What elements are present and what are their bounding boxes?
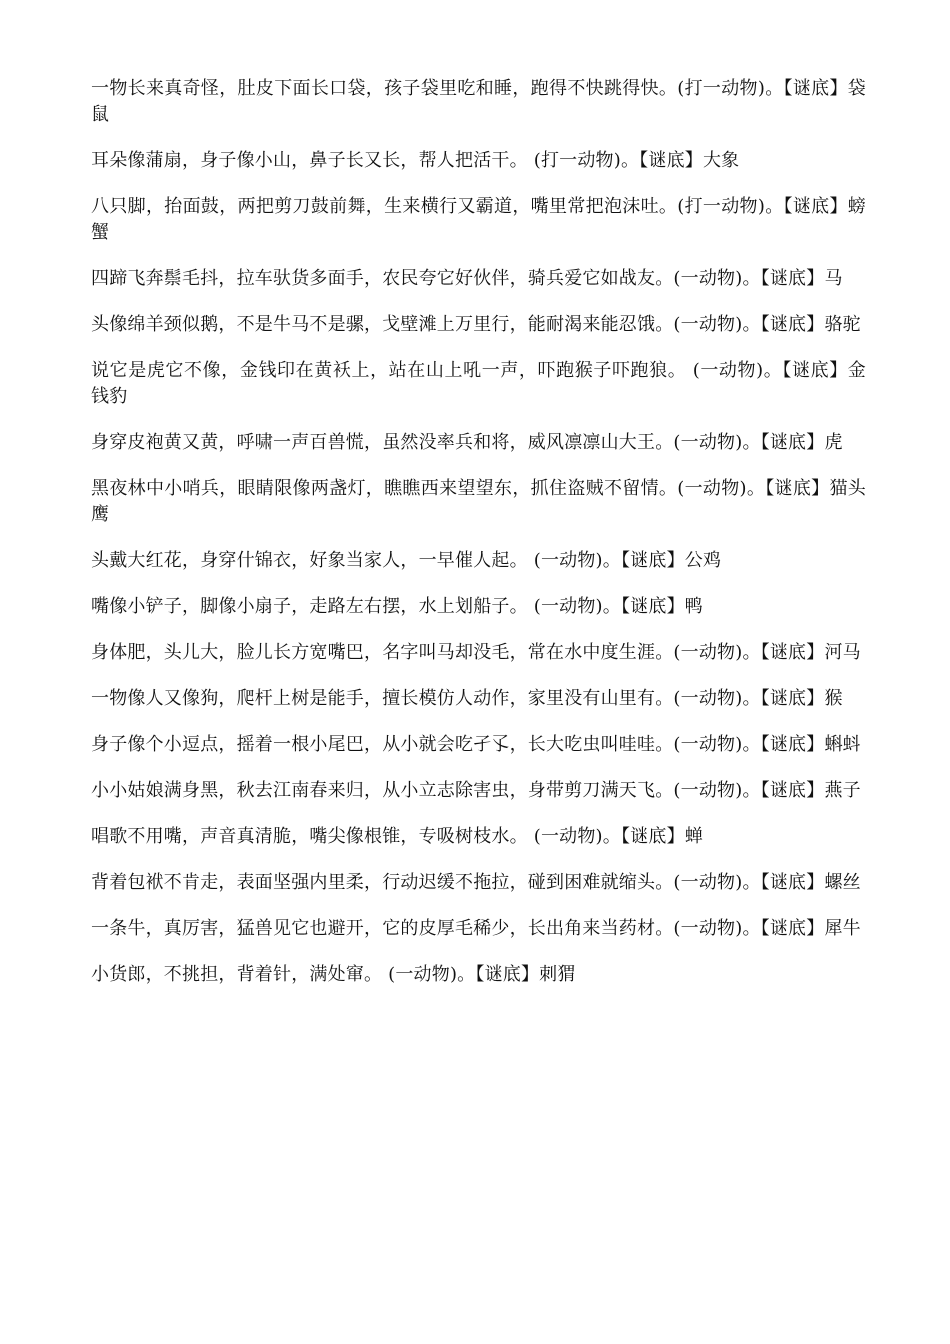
riddle-item: 耳朵像蒲扇，身子像小山，鼻子长又长，帮人把活干。 (打一动物)。【谜底】大象 [91,150,740,171]
riddle-item: 身子像个小逗点，摇着一根小尾巴，从小就会吃孑孓，长大吃虫叫哇哇。(一动物)。【谜底】蝌蚪 [91,734,861,755]
riddle-item: 小小姑娘满身黑，秋去江南春来归，从小立志除害虫，身带剪刀满天飞。(一动物)。【谜底】燕子 [91,780,861,801]
riddle-item: 头像绵羊颈似鹅，不是牛马不是骡，戈壁滩上万里行，能耐渴来能忍饿。(一动物)。【谜底】骆驼 [91,314,861,335]
riddle-item: 说它是虎它不像，金钱印在黄袄上，站在山上吼一声，吓跑猴子吓跑狼。 (一动物)。【谜底】金钱豹 [91,360,866,407]
riddle-item: 一物像人又像狗，爬杆上树是能手，擅长模仿人动作，家里没有山里有。(一动物)。【谜底】猴 [91,688,843,709]
riddle-list [91,76,866,1008]
riddle-item: 身体肥，头儿大，脸儿长方宽嘴巴，名字叫马却没毛，常在水中度生涯。(一动物)。【谜底】河马 [91,642,861,663]
riddle-item: 黑夜林中小哨兵，眼睛限像两盏灯，瞧瞧西来望望东，抓住盗贼不留情。(一动物)。【谜底】猫头鹰 [91,478,866,525]
riddle-item: 背着包袱不肯走，表面坚强内里柔，行动迟缓不拖拉，碰到困难就缩头。(一动物)。【谜底】螺丝 [91,872,861,893]
riddle-item: 一物长来真奇怪，肚皮下面长口袋，孩子袋里吃和睡，跑得不快跳得快。(打一动物)。【谜底】袋鼠 [91,78,866,125]
riddle-item: 唱歌不用嘴，声音真清脆，嘴尖像根锥，专吸树枝水。 (一动物)。【谜底】蝉 [91,826,703,847]
riddle-item: 头戴大红花，身穿什锦衣，好象当家人，一早催人起。 (一动物)。【谜底】公鸡 [91,550,722,571]
riddle-item: 四蹄飞奔鬃毛抖，拉车驮货多面手，农民夸它好伙伴，骑兵爱它如战友。(一动物)。【谜底】马 [91,268,843,289]
riddle-item: 身穿皮袍黄又黄，呼啸一声百兽慌，虽然没率兵和将，威风凛凛山大王。(一动物)。【谜底】虎 [91,432,843,453]
riddle-item: 八只脚，抬面鼓，两把剪刀鼓前舞，生来横行又霸道，嘴里常把泡沫吐。(打一动物)。【谜底】螃蟹 [91,196,866,243]
riddle-item: 嘴像小铲子，脚像小扇子，走路左右摆，水上划船子。 (一动物)。【谜底】鸭 [91,596,703,617]
riddle-item: 小货郎，不挑担，背着针，满处窜。 (一动物)。【谜底】刺猬 [91,964,576,985]
riddle-item: 一条牛，真厉害，猛兽见它也避开，它的皮厚毛稀少，长出角来当药材。(一动物)。【谜底】犀牛 [91,918,861,939]
